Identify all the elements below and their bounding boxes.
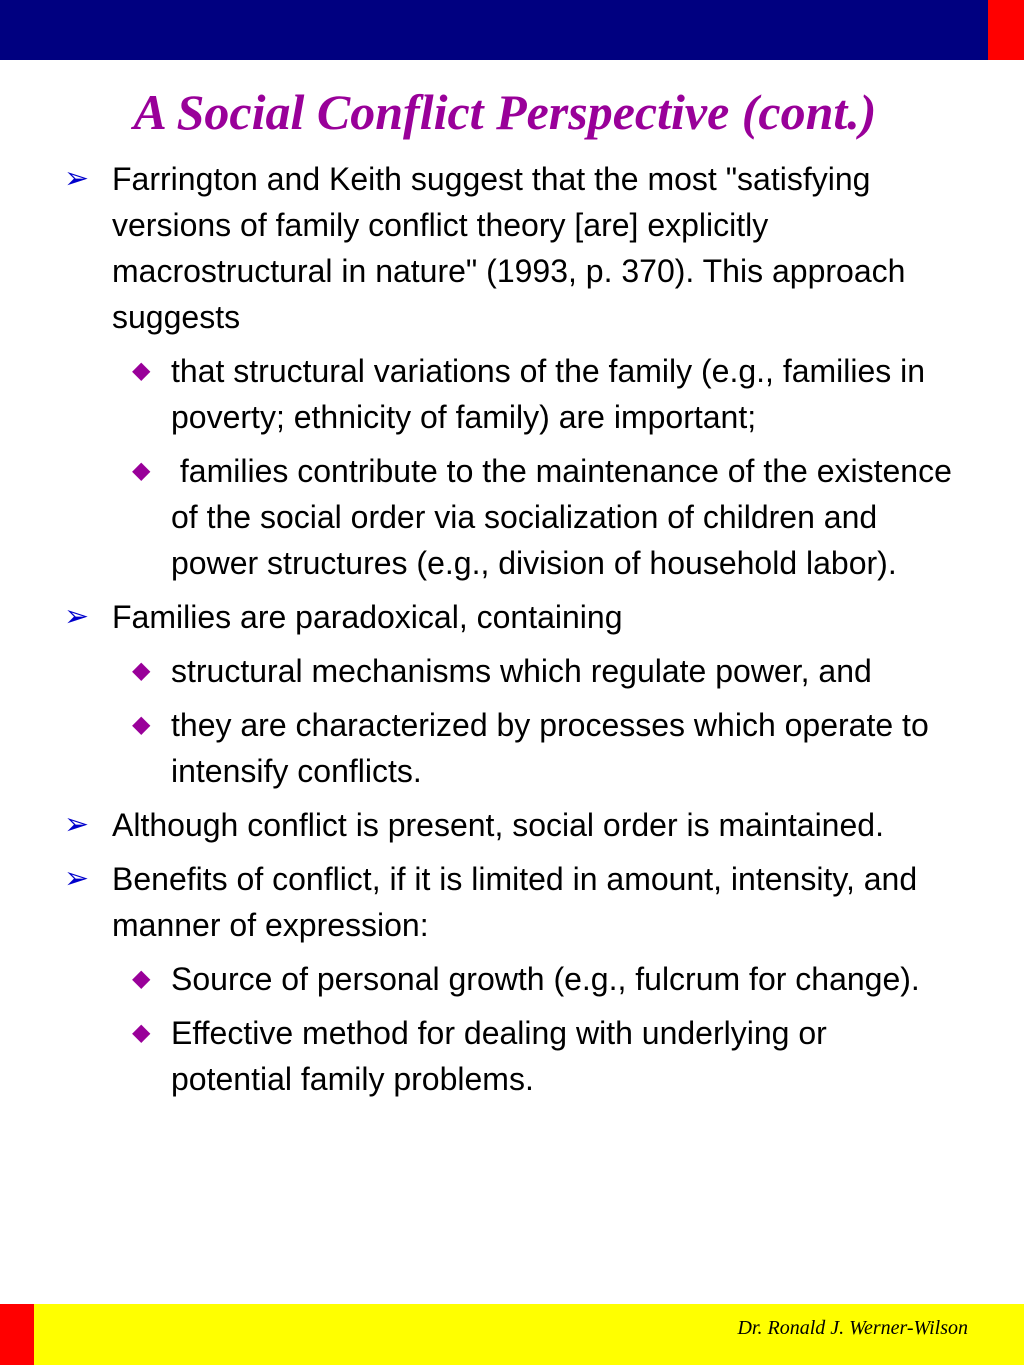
sub-bullet-text: that structural variations of the family (e.g., families in poverty; ethnicity of family) are important; [171,353,926,435]
author-footer: Dr. Ronald J. Werner-Wilson [737,1317,968,1339]
diamond-bullet-icon: ◆ [132,711,151,738]
sub-bullet-text: structural mechanisms which regulate power, and [171,653,872,689]
diamond-bullet-icon: ◆ [132,965,151,992]
arrowhead-bullet-icon: ➢ [64,162,90,195]
sub-bullet-item [0,702,1000,794]
sub-bullet-item [0,1010,1000,1102]
bullet-item [0,802,1000,848]
sub-bullet-text: Source of personal growth (e.g., fulcrum for change). [171,961,920,997]
arrowhead-bullet-icon: ➢ [64,600,90,633]
top-banner [0,0,988,60]
sub-bullet-item [0,648,1000,694]
bullet-item [0,594,1000,640]
bullet-text: Farrington and Keith suggest that the most "satisfying versions of family conflict theory [are] explicitly macrostructural in nature" (1993, p. 370). This approach suggests [112,161,906,335]
sub-bullet-item [0,448,1000,586]
arrowhead-bullet-icon: ➢ [64,808,90,841]
sub-bullet-text: Effective method for dealing with underlying or potential family problems. [171,1015,827,1097]
diamond-bullet-icon: ◆ [132,357,151,384]
bullet-text: Benefits of conflict, if it is limited in amount, intensity, and manner of expression: [112,861,918,943]
bullet-text: Although conflict is present, social order is maintained. [112,807,884,843]
sub-bullet-item [0,348,1000,440]
bullet-item [0,856,1000,948]
sub-bullet-text: families contribute to the maintenance of the existence of the social order via socialization of children and power structures (e.g., division of household labor). [171,453,961,581]
sub-bullet-text: they are characterized by processes which operate to intensify conflicts. [171,707,929,789]
sub-bullet-item [0,956,1000,1002]
slide-title: A Social Conflict Perspective (cont.) [133,84,877,140]
bullet-text: Families are paradoxical, containing [112,599,623,635]
bullet-item [0,156,1000,340]
bullet-list [0,156,1000,1110]
top-accent-block [988,0,1024,60]
bottom-accent-block [0,1304,34,1365]
arrowhead-bullet-icon: ➢ [64,862,90,895]
diamond-bullet-icon: ◆ [132,1019,151,1046]
diamond-bullet-icon: ◆ [132,457,151,484]
diamond-bullet-icon: ◆ [132,657,151,684]
